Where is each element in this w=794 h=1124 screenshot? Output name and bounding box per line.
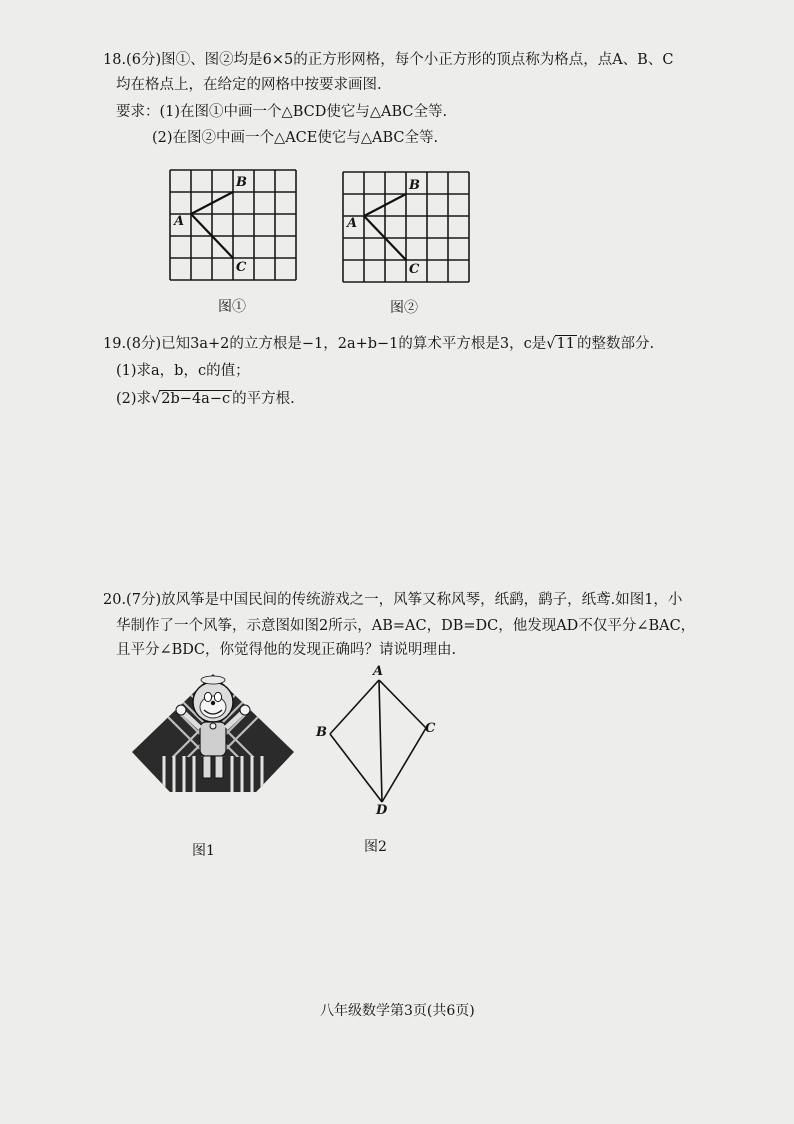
segment-bd bbox=[330, 734, 382, 802]
q18-requirement-1: 要求：(1)在图①中画一个△BCD使它与△ABC全等. bbox=[116, 104, 448, 120]
kite-diagram-figure bbox=[318, 670, 438, 820]
q19-radicand-2: 2b−4a−c bbox=[161, 391, 231, 407]
segment-ad bbox=[379, 680, 382, 802]
q18-fig1-label-b: B bbox=[236, 175, 247, 190]
q20-label-d: D bbox=[376, 803, 388, 818]
q18-fig1-label-a: A bbox=[174, 214, 185, 229]
q19-part1: (1)求a，b，c的值； bbox=[116, 363, 250, 379]
q18-requirement-2: (2)在图②中画一个△ACE使它与△ABC全等. bbox=[152, 130, 439, 146]
q19-line1 bbox=[103, 334, 654, 354]
page-footer: 八年级数学第3页(共6页) bbox=[320, 1003, 475, 1019]
sqrt-sign: √ bbox=[546, 336, 556, 352]
q20-label-a: A bbox=[373, 664, 384, 679]
q18-fig2-label-b: B bbox=[409, 178, 420, 193]
q19-part2-text: (2)求 bbox=[116, 391, 152, 407]
q18-line2: 均在格点上，在给定的网格中按要求画图. bbox=[116, 77, 382, 93]
q20-line2: 华制作了一个风筝，示意图如图2所示，AB=AC，DB=DC，他发现AD不仅平分∠BAC， bbox=[116, 618, 696, 634]
q18-grid-figure-2 bbox=[343, 172, 473, 284]
q19-radicand-1: 11 bbox=[556, 336, 575, 352]
q18-fig2-caption: 图② bbox=[390, 300, 418, 316]
q20-fig2-caption: 图2 bbox=[364, 839, 387, 855]
segment-cd bbox=[382, 728, 426, 802]
segment-ab bbox=[330, 680, 379, 734]
segment-ac bbox=[379, 680, 426, 728]
q20-fig1-caption: 图1 bbox=[192, 843, 215, 859]
q18-grid-figure-1 bbox=[170, 170, 300, 282]
q18-fig2-label-a: A bbox=[347, 216, 358, 231]
kite-photo-figure bbox=[128, 672, 298, 814]
q19-part2-tail: 的平方根. bbox=[232, 391, 295, 407]
q18-fig2-label-c: C bbox=[409, 262, 420, 277]
sqrt-sign: √ bbox=[151, 391, 161, 407]
q20-line1: 20.(7分)放风筝是中国民间的传统游戏之一，风筝又称风琴，纸鹞，鹞子，纸鸢.如图1，小 bbox=[103, 592, 683, 608]
q18-fig1-label-c: C bbox=[236, 260, 247, 275]
q18-line1: 18.(6分)图①、图②均是6×5的正方形网格，每个小正方形的顶点称为格点，点A、B、C bbox=[103, 52, 674, 68]
q19-line1-text: 19.(8分)已知3a+2的立方根是−1，2a+b−1的算术平方根是3，c是 bbox=[103, 336, 547, 352]
q20-line3: 且平分∠BDC，你觉得他的发现正确吗？请说明理由. bbox=[116, 642, 457, 658]
q20-label-b: B bbox=[316, 725, 327, 740]
q19-part2 bbox=[116, 389, 295, 409]
q18-fig1-caption: 图① bbox=[218, 299, 246, 315]
q19-line1-tail: 的整数部分. bbox=[576, 336, 655, 352]
q20-label-c: C bbox=[425, 721, 436, 736]
